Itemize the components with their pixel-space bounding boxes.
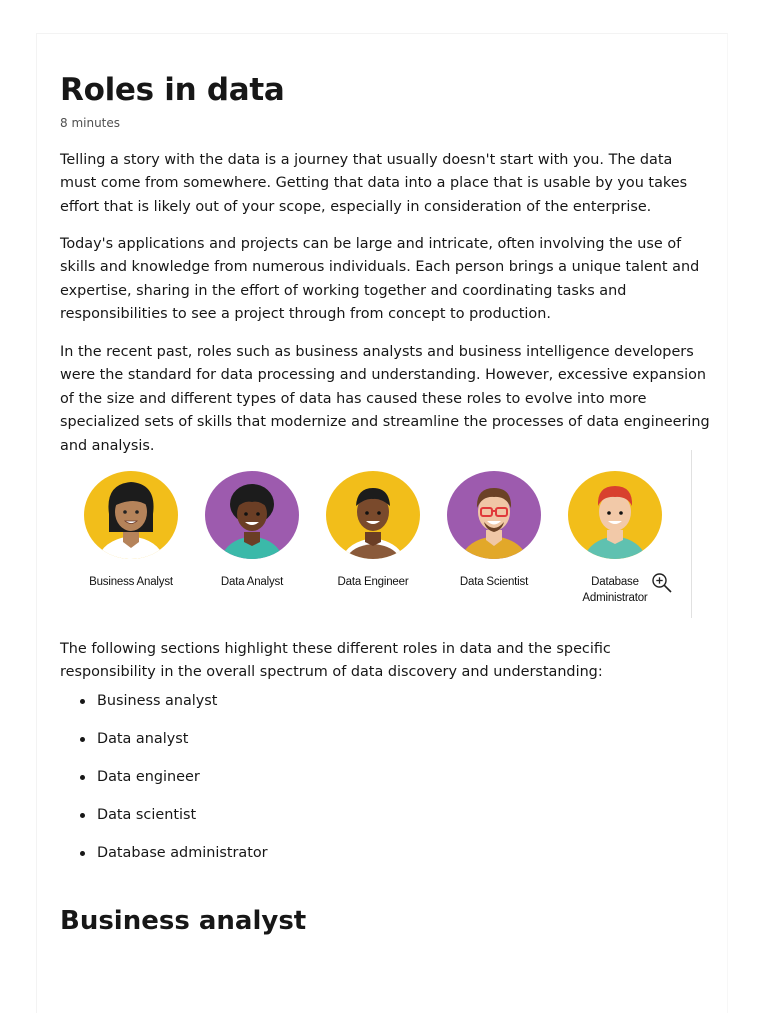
data-engineer-avatar xyxy=(325,470,421,560)
list-item: Data scientist xyxy=(97,804,268,842)
role-data-analyst xyxy=(192,470,312,590)
roles-figure xyxy=(60,450,692,618)
intro-paragraph-1: Telling a story with the data is a journey that usually doesn't start with you. The data must come from somewhere. Getting that data into a place that is usable by you takes effort that is likely out of your scope, especially in consideration of the enterprise. xyxy=(60,152,688,215)
role-label: Database Administrator xyxy=(582,576,648,604)
data-analyst-avatar xyxy=(204,470,300,560)
list-item: Business analyst xyxy=(97,690,268,728)
list-item: Data engineer xyxy=(97,766,268,804)
intro-paragraph-2: Today's applications and projects can be large and intricate, often involving the use of skills and knowledge from numerous individuals. Each person brings a unique talent and expertise, sharing in the effort of working together and coordinating tasks and responsibilities to see a project through from concept to production. xyxy=(60,236,700,323)
role-business-analyst xyxy=(71,470,191,590)
role-data-scientist xyxy=(434,470,554,590)
reading-time: 8 minutes xyxy=(60,116,121,130)
role-label: Business Analyst xyxy=(89,576,173,588)
data-scientist-avatar xyxy=(446,470,542,560)
page-title: Roles in data xyxy=(60,72,285,108)
role-label: Data Scientist xyxy=(459,576,529,588)
section-heading: Business analyst xyxy=(60,906,307,936)
database-administrator-avatar xyxy=(567,470,663,560)
list-item: Data analyst xyxy=(97,728,268,766)
business-analyst-avatar xyxy=(83,470,179,560)
roles-bullet-list xyxy=(60,690,268,880)
role-label: Data Analyst xyxy=(220,576,284,588)
list-item: Database administrator xyxy=(97,842,268,880)
zoom-in-icon[interactable] xyxy=(651,572,673,594)
sections-intro-paragraph: The following sections highlight these different roles in data and the specific responsibility in the overall spectrum of data discovery and understanding: xyxy=(60,641,611,681)
role-label: Data Engineer xyxy=(337,576,409,588)
role-data-engineer xyxy=(313,470,433,590)
intro-paragraph-3: In the recent past, roles such as business analysts and business intelligence developers were the standard for data processing and understanding. However, excessive expansion of the size and different types of data has caused these roles to evolve into more specialized sets of skills that modernize and streamline the processes of data engineering and analysis. xyxy=(60,344,710,454)
